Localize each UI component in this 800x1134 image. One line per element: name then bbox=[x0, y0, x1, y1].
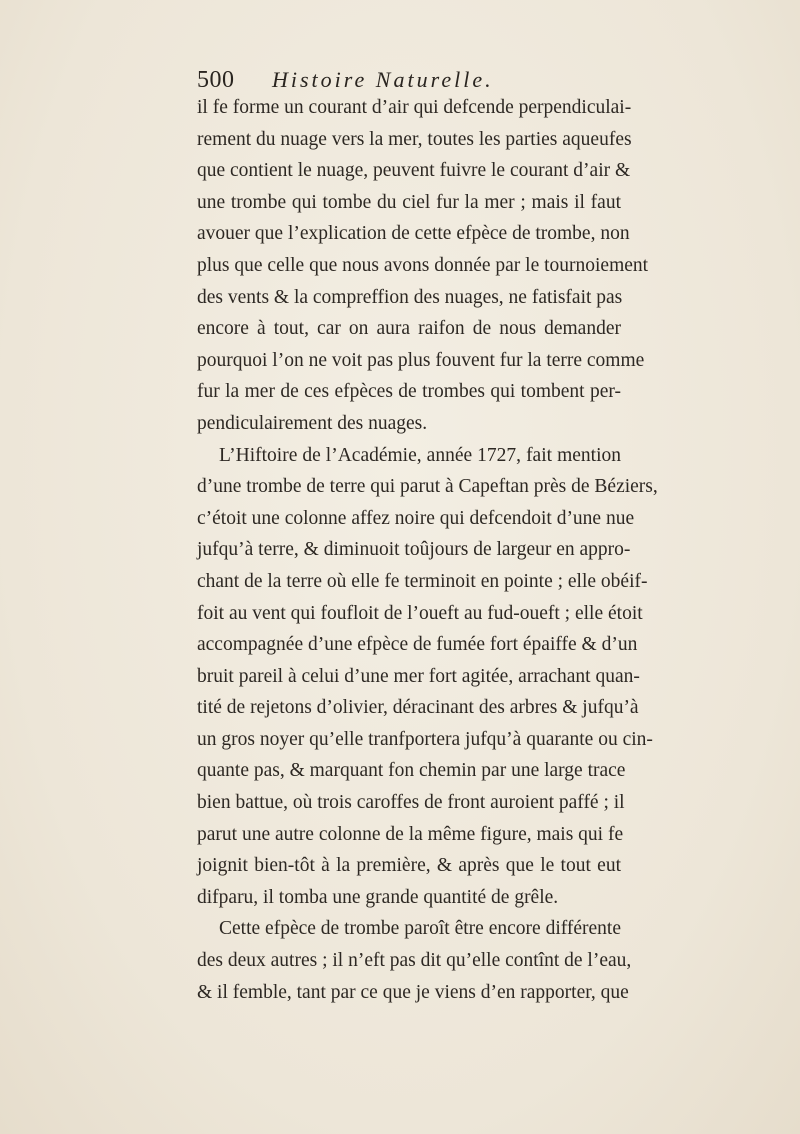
text-line: jufqu’à terre, & diminuoit toûjours de largeur en appro- bbox=[197, 539, 631, 561]
text-line: bien battue, où trois caroffes de front auroient paffé ; il bbox=[197, 792, 625, 814]
body-text bbox=[197, 92, 658, 1008]
text-line: L’Hiftoire de l’Académie, année 1727, fait mention bbox=[219, 444, 621, 466]
running-title: Histoire Naturelle. bbox=[272, 67, 494, 92]
text-line: des deux autres ; il n’eft pas dit qu’elle contînt de l’eau, bbox=[197, 950, 632, 972]
text-line: foit au vent qui foufloit de l’oueft au fud-oueft ; elle étoit bbox=[197, 602, 643, 624]
text-line: joignit bien-tôt à la première, & après que le tout eut bbox=[197, 855, 621, 877]
text-line: plus que celle que nous avons donnée par le tournoiement bbox=[197, 254, 649, 276]
text-line: pourquoi l’on ne voit pas plus fouvent fur la terre comme bbox=[197, 349, 645, 371]
text-line: c’étoit une colonne affez noire qui defcendoit d’une nue bbox=[197, 507, 635, 529]
text-line: accompagnée d’une efpèce de fumée fort épaiffe & d’un bbox=[197, 634, 638, 656]
text-line: rement du nuage vers la mer, toutes les parties aqueufes bbox=[197, 128, 632, 150]
text-line: d’une trombe de terre qui parut à Capeftan près de Béziers, bbox=[197, 476, 658, 498]
text-line: que contient le nuage, peuvent fuivre le courant d’air & bbox=[197, 160, 631, 182]
text-line: difparu, il tomba une grande quantité de grêle. bbox=[197, 886, 559, 908]
text-line: fur la mer de ces efpèces de trombes qui tombent per- bbox=[197, 381, 621, 403]
text-line: Cette efpèce de trombe paroît être encore différente bbox=[219, 918, 621, 940]
text-line: encore à tout, car on aura raifon de nous demander bbox=[197, 318, 621, 340]
text-line: avouer que l’explication de cette efpèce de trombe, non bbox=[197, 223, 630, 245]
text-line: un gros noyer qu’elle tranfportera jufqu’à quarante ou cin- bbox=[197, 728, 653, 750]
text-line: pendiculairement des nuages. bbox=[197, 412, 428, 434]
text-line: il fe forme un courant d’air qui defcende perpendiculai- bbox=[197, 97, 632, 118]
text-line: quante pas, & marquant fon chemin par une large trace bbox=[197, 760, 626, 782]
text-line: bruit pareil à celui d’une mer fort agitée, arrachant quan- bbox=[197, 665, 640, 687]
page-number: 500 bbox=[197, 67, 235, 93]
text-line: chant de la terre où elle fe terminoit en pointe ; elle obéif- bbox=[197, 570, 648, 592]
text-line: des vents & la compreffion des nuages, ne fatisfait pas bbox=[197, 286, 623, 308]
text-line: & il femble, tant par ce que je viens d’en rapporter, que bbox=[197, 981, 629, 1003]
text-line: une trombe qui tombe du ciel fur la mer ; mais il faut bbox=[197, 191, 621, 213]
text-line: parut une autre colonne de la même figure, mais qui fe bbox=[197, 823, 624, 845]
text-line: tité de rejetons d’olivier, déracinant des arbres & jufqu’à bbox=[197, 697, 639, 719]
